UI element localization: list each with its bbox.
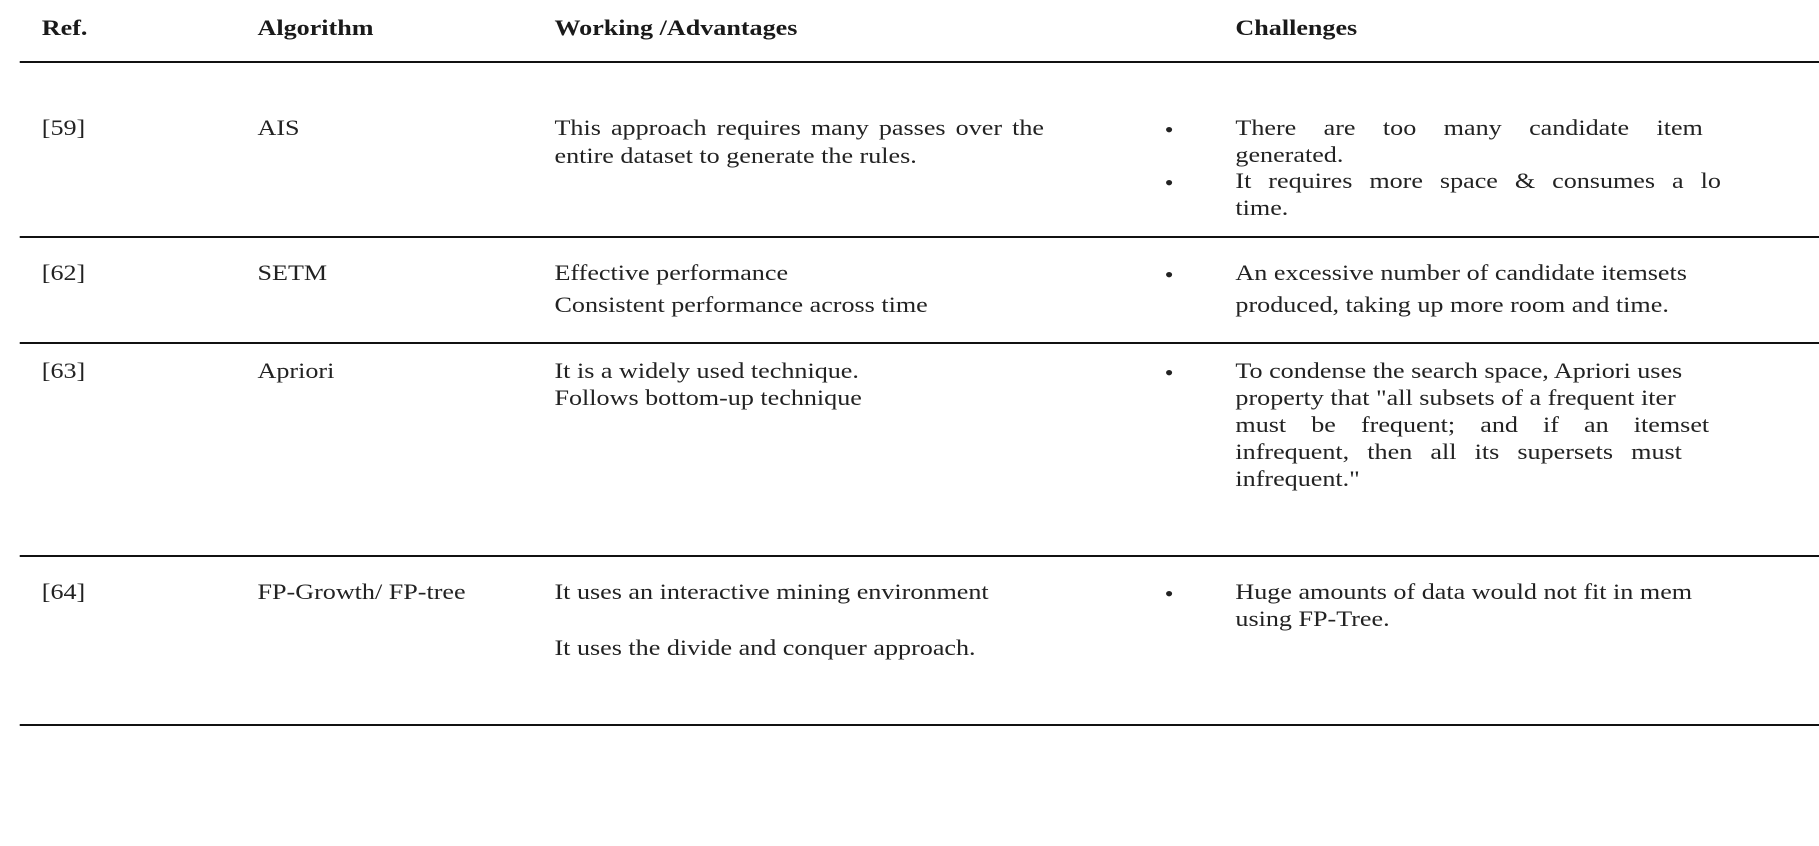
- header-working-advantages: Working /Advantages: [554, 15, 798, 40]
- row-ais-challenge-2-line-1: It requires more space & consumes a lo: [1235, 168, 1721, 193]
- row-apriori-challenge-line-1: To condense the search space, Apriori uses: [1235, 358, 1683, 383]
- row-apriori-challenge-line-3: must be frequent; and if an itemset: [1235, 412, 1710, 437]
- row-setm-working-2: Consistent performance across time: [554, 292, 928, 317]
- row-divider: [20, 236, 1819, 238]
- bullet-icon: [1165, 125, 1177, 135]
- row-ais-working: This approach requires many passes over the entire dataset to generate the rules.: [554, 115, 1044, 168]
- bullet-icon: [1165, 270, 1177, 280]
- row-fpgrowth-working-1: It uses an interactive mining environment: [554, 579, 989, 604]
- row-apriori-challenge-line-5: infrequent.": [1235, 466, 1360, 491]
- row-fpgrowth-challenge-line-2: using FP-Tree.: [1235, 606, 1390, 631]
- row-fpgrowth-challenge-line-1: Huge amounts of data would not fit in mem: [1235, 579, 1693, 604]
- row-setm-working-1: Effective performance: [554, 260, 789, 285]
- row-fpgrowth-algorithm: FP-Growth/ FP-tree: [257, 579, 466, 604]
- row-setm-algorithm: SETM: [257, 260, 328, 285]
- row-apriori-challenge-line-4: infrequent, then all its supersets must: [1235, 439, 1682, 464]
- header-challenges: Challenges: [1235, 15, 1358, 40]
- row-fpgrowth-ref: [64]: [41, 579, 86, 604]
- row-ais-algorithm: AIS: [257, 115, 300, 140]
- header-ref: Ref.: [41, 15, 88, 40]
- bullet-icon: [1165, 368, 1177, 378]
- table-bottom-border: [20, 724, 1819, 726]
- row-divider: [20, 555, 1819, 557]
- row-ais-challenge-1-line-1: There are too many candidate item: [1235, 115, 1703, 140]
- row-ais-challenge-1-line-2: generated.: [1235, 142, 1344, 167]
- row-fpgrowth-working-2: It uses the divide and conquer approach.: [554, 635, 976, 660]
- row-apriori-ref: [63]: [41, 358, 86, 383]
- header-algorithm: Algorithm: [257, 15, 374, 40]
- row-apriori-challenge-line-2: property that "all subsets of a frequent iter: [1235, 385, 1676, 410]
- bullet-icon: [1165, 178, 1177, 188]
- row-setm-challenge-line-2: produced, taking up more room and time.: [1235, 292, 1669, 317]
- row-divider: [20, 342, 1819, 344]
- row-apriori-working-1: It is a widely used technique.: [554, 358, 859, 383]
- row-apriori-working-2: Follows bottom-up technique: [554, 385, 862, 410]
- row-setm-challenge-line-1: An excessive number of candidate itemsets: [1235, 260, 1687, 285]
- row-ais-ref: [59]: [41, 115, 86, 140]
- row-apriori-algorithm: Apriori: [257, 358, 335, 383]
- row-ais-challenge-2-line-2: time.: [1235, 195, 1289, 220]
- bullet-icon: [1165, 589, 1177, 599]
- row-setm-ref: [62]: [41, 260, 86, 285]
- header-divider: [20, 61, 1819, 63]
